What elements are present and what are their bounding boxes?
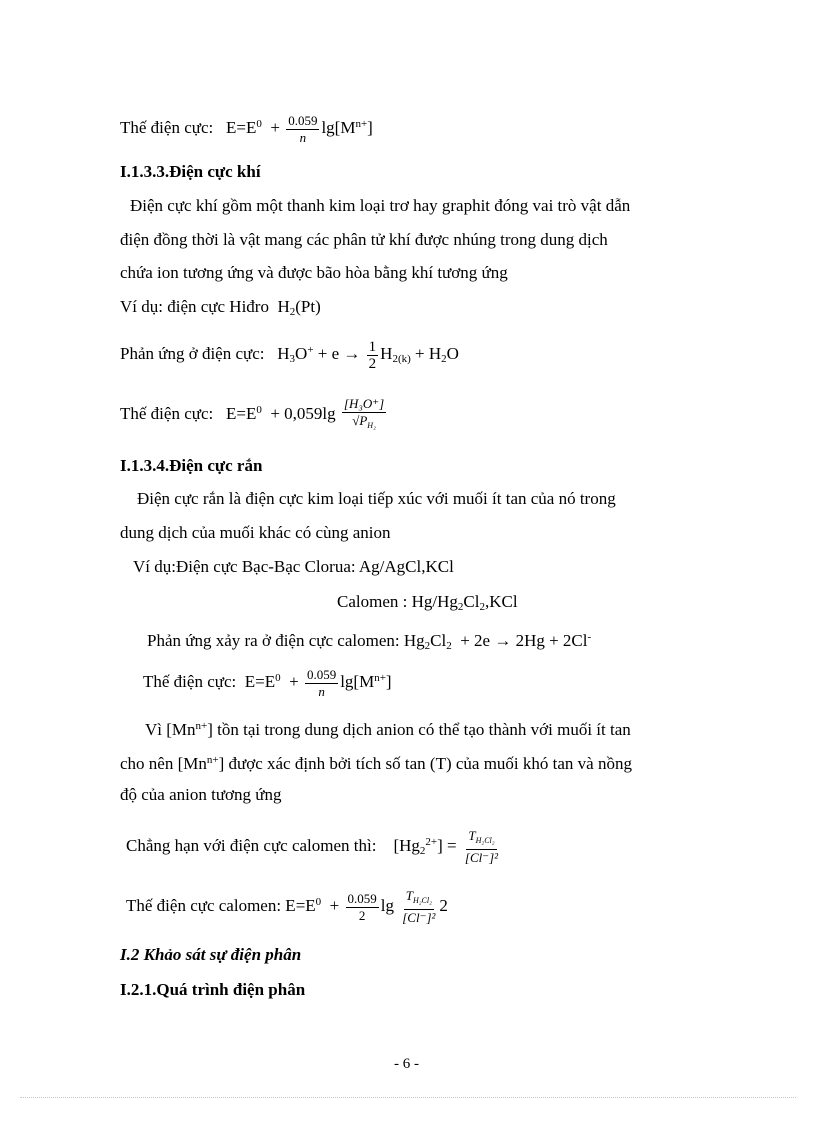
eq-tail: lg[M (321, 118, 356, 137)
heading-1-2-1: I.2.1.Quá trình điện phân (120, 980, 306, 999)
eq-plus: + (270, 118, 280, 137)
ch-sup: 2+ (425, 835, 438, 848)
r-b: O (295, 344, 308, 363)
formula: H (277, 297, 290, 316)
paragraph-line: Điện cực khí gồm một thanh kim loại trơ hay graphit đóng vai trò vật dẫn (130, 196, 631, 215)
eq-sup: 0 (256, 118, 262, 130)
eq-close: ] (367, 118, 373, 137)
eq-tail-sup: n+ (374, 672, 386, 684)
eq-lhs: E=E (244, 672, 276, 691)
paragraph-line (120, 784, 282, 806)
eq-label: Thế điện cực: (120, 403, 214, 423)
frac-num-sub: H₂Cl₂ (413, 896, 432, 905)
p3-a: cho nên [Mn (120, 754, 207, 773)
frac-num-sub: H₂Cl₂ (475, 836, 495, 845)
paragraph-line: điện đồng thời là vật mang các phân tử khí được nhúng trong dung dịch (120, 230, 608, 249)
reaction-hydrogen (120, 339, 459, 371)
paragraph-line: chứa ion tương ứng và được bão hòa bằng khí tương ứng (120, 263, 508, 282)
eq-mid: + 0,059lg (270, 403, 336, 423)
equation-calomen-potential (126, 889, 448, 925)
example-hydrogen (120, 296, 321, 323)
p3-sup: n+ (195, 720, 208, 732)
r-e: + H (415, 344, 442, 363)
r-f: O (446, 344, 459, 363)
calomen-c: ,KCl (484, 592, 518, 611)
ch-sub: 2 (419, 844, 426, 857)
r-sup: - (587, 631, 592, 643)
formula-pt: (Pt) (295, 297, 321, 316)
page-number: - 6 - (394, 1056, 419, 1072)
equation-electrode-potential-2 (120, 397, 388, 433)
frac-num (404, 889, 434, 910)
eq-lg: lg (380, 895, 394, 915)
frac-den: [Cl⁻]² (464, 850, 499, 865)
r-e-sub: 2 (441, 353, 447, 365)
frac-num: 0.059 (347, 890, 377, 906)
fraction (463, 829, 500, 865)
formula-sub: 2 (289, 306, 296, 318)
footer-divider (20, 1097, 796, 1098)
frac-num: 0.059 (288, 112, 318, 128)
frac-num: [H₃O⁺] (343, 396, 385, 411)
fraction (305, 668, 338, 699)
equation-electrode-potential-3 (143, 667, 392, 699)
heading-1-1-3-4: I.1.3.4.Điện cực rắn (120, 456, 263, 475)
eq-label: Thế điện cực calomen: E=E (126, 895, 316, 915)
r-d: H (380, 344, 393, 363)
calomen-concentration (126, 829, 502, 865)
frac-num (466, 829, 496, 850)
frac-den-root: √P (352, 413, 368, 428)
r-a-sub: 3 (289, 353, 296, 365)
r-b-sup: + (307, 344, 314, 356)
fraction (346, 892, 379, 923)
frac-den: n (318, 683, 325, 699)
frac-num-t: T (468, 828, 476, 843)
ch-hg: [Hg (393, 835, 420, 855)
eq-sup: 0 (256, 403, 262, 416)
eq-plus: + (329, 895, 340, 915)
eq-tail-sup: n+ (355, 118, 368, 130)
heading-1-1-3-3: I.1.3.3.Điện cực khí (120, 162, 261, 181)
eq-plus: + (289, 672, 299, 691)
reaction-calomen (147, 626, 591, 657)
example-silver: Ví dụ:Điện cực Bạc-Bạc Clorua: Ag/AgCl,KCl (133, 557, 454, 576)
p3-b: ] được xác định bởi tích số tan (T) của muối khó tan và nồng (218, 754, 632, 773)
fraction (342, 397, 386, 433)
r-sub: 2 (424, 640, 431, 652)
eq-label: Thế điện cực: (120, 118, 214, 137)
frac-den-sub: H₂ (367, 421, 376, 430)
p3-b: ] tồn tại trong dung dịch anion có thể tạo thành với muối ít tan (207, 720, 631, 739)
frac-den: n (299, 129, 307, 145)
fraction (286, 114, 319, 145)
eq-tail: lg[M (340, 672, 375, 691)
r-c: + e → (317, 344, 361, 363)
paragraph-line: Điện cực rắn là điện cực kim loại tiếp xúc với muối ít tan của nó trong (137, 489, 616, 508)
example-text: Ví dụ: điện cực Hiđro (120, 297, 269, 316)
frac-num: 1 (368, 338, 377, 355)
r-sub2: 2 (446, 640, 452, 652)
eq-sup: 0 (275, 672, 281, 684)
reaction-label: Phản ứng ở điện cực: (120, 344, 265, 363)
eq-sup: 0 (315, 895, 322, 908)
p3-a: độ của anion tương ứng (120, 785, 282, 804)
p3-sup: n+ (206, 754, 219, 766)
frac-den: [Cl⁻]² (402, 910, 436, 925)
equation-electrode-potential-1 (120, 113, 373, 145)
calomen-line (337, 591, 518, 618)
eq-lhs: E=E (225, 403, 257, 423)
frac-den: 2 (358, 907, 366, 923)
reaction-label: Phản ứng xảy ra ở điện cực calomen: Hg (147, 631, 425, 650)
ch-label: Chẳng hạn với điện cực calomen thì: (126, 835, 377, 855)
calomen-sub: 2 (457, 601, 464, 613)
ch-eq: ] = (437, 835, 457, 855)
frac-den: 2 (368, 355, 377, 372)
paragraph-line: dung dịch của muối khác có cùng anion (120, 523, 391, 542)
fraction (367, 340, 379, 371)
eq-close: ] (385, 672, 392, 691)
frac-num: 0.059 (306, 666, 337, 682)
paragraph-line (120, 749, 632, 775)
r-a: H (277, 344, 290, 363)
eq-tail: 2 (439, 895, 448, 915)
eq-lhs: E=E (225, 118, 257, 137)
fraction (400, 889, 437, 925)
calomen-b: Cl (463, 592, 480, 611)
heading-1-2: I.2 Khảo sát sự điện phân (120, 945, 302, 964)
frac-num-t: T (405, 888, 413, 903)
p3-a: Vì [Mn (145, 720, 196, 739)
eq-label: Thế điện cực: (143, 672, 237, 691)
frac-den (350, 413, 378, 433)
calomen-sub2: 2 (479, 601, 485, 613)
r-cl: Cl (430, 631, 447, 650)
r-rest: + 2e → 2Hg + 2Cl (460, 631, 588, 650)
r-d-sub: 2(k) (392, 353, 411, 365)
paragraph-line (145, 715, 631, 741)
calomen-a: Calomen : Hg/Hg (337, 592, 458, 611)
